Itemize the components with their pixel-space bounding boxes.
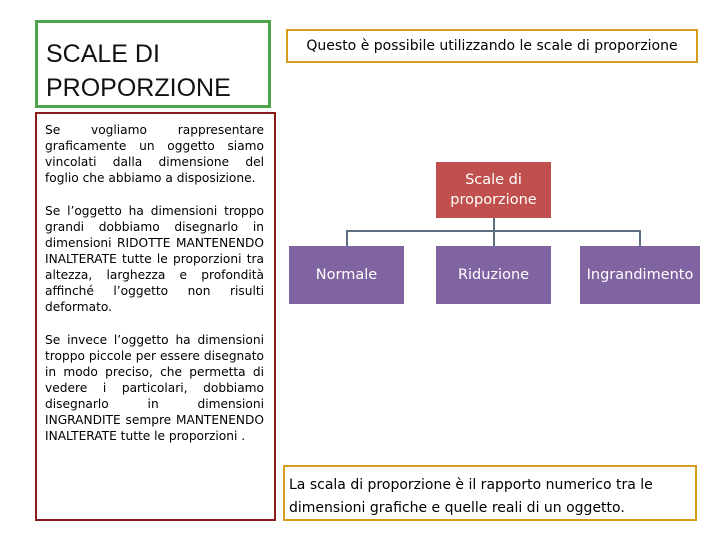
child-node-riduzione [436,246,551,304]
root-node-label: Scale di proporzione [450,172,537,208]
connector-ingrandimento [639,230,641,246]
connector-riduzione [493,230,495,246]
child-node-normale [289,246,404,304]
child-label-normale: Normale [315,267,378,283]
paragraph-3: Se invece l’oggetto ha dimensioni troppo piccole per essere disegnato in modo preciso, che permetta di vedere i particolari, dobbiamo disegnarlo in dimensioni INGRANDITE sempre MANTENENDO INALTERATE tutte le proporzioni . [45,333,264,443]
paragraph-2: Se l’oggetto ha dimensioni troppo grandi dobbiamo disegnarlo in dimensioni RIDOTTE MANTENENDO INALTERATE tutte le proporzioni tra altezza, larghezza e profondità affinché l’oggetto non risulti deformato. [45,204,264,314]
title-line-1: SCALE DI [46,40,160,68]
explanation-box [35,112,276,521]
connector-normale [346,230,348,246]
child-node-ingrandimento [580,246,700,304]
title-line-2: PROPORZIONE [46,74,231,102]
paragraph-1: Se vogliamo rappresentare graficamente un oggetto siamo vincolati dalla dimensione del foglio che abbiamo a disposizione. [45,123,264,185]
child-label-riduzione: Riduzione [457,267,530,283]
definition-box [283,465,697,521]
title-box [35,20,271,108]
intro-box [286,29,698,63]
root-node-scale [436,162,551,218]
intro-text: Questo è possibile utilizzando le scale di proporzione [306,38,678,54]
page-title [46,37,260,105]
definition-text: La scala di proporzione è il rapporto numerico tra le dimensioni grafiche e quelle reali di un oggetto. [289,477,653,516]
child-label-ingrandimento: Ingrandimento [586,267,694,283]
